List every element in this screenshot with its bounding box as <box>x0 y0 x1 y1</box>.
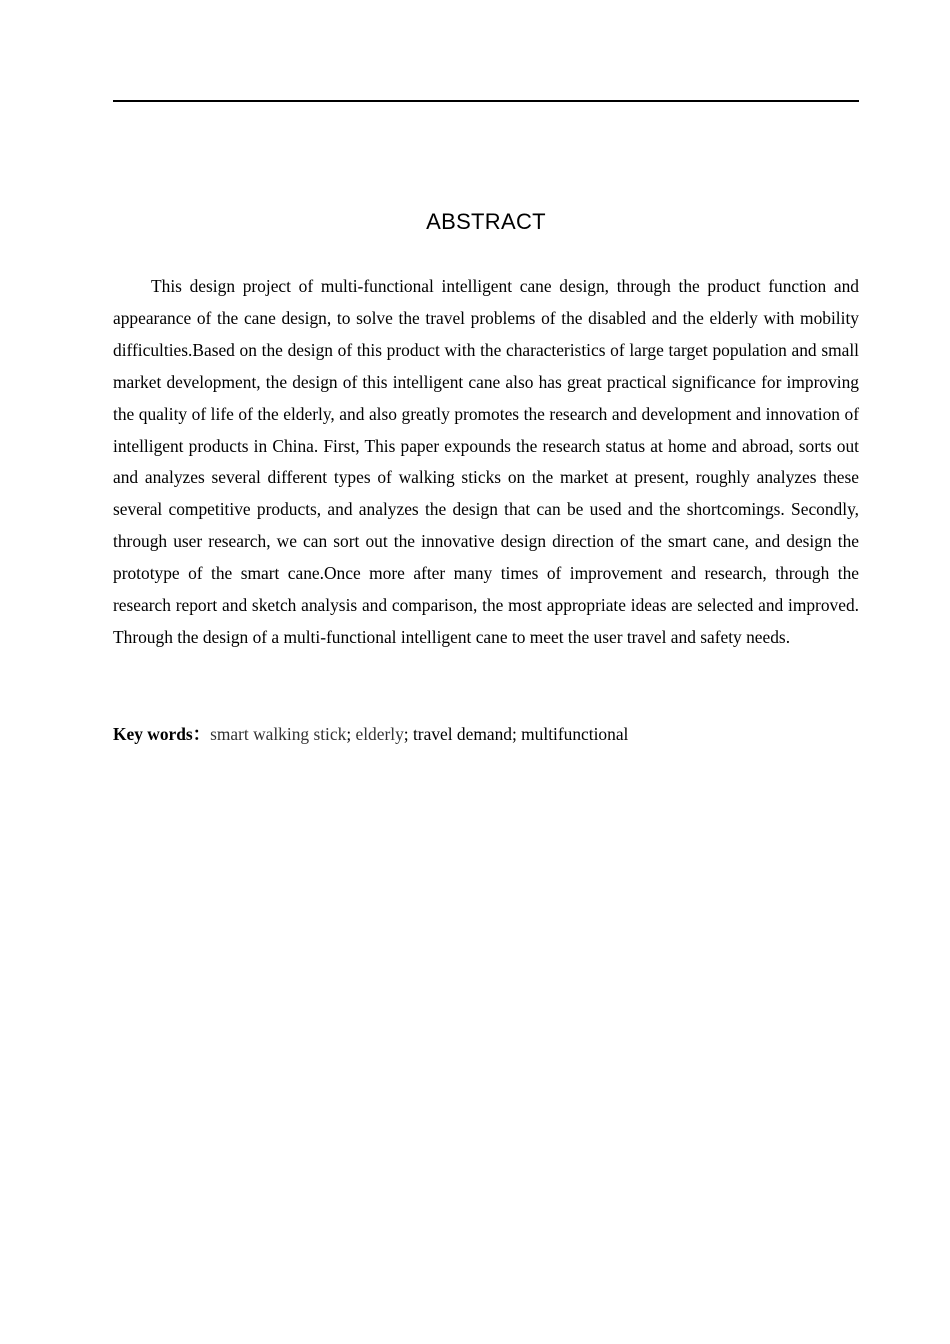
keywords-line <box>113 718 859 750</box>
keywords-rest: ; travel demand; multifunctional <box>403 724 629 744</box>
keyword-separator: ; <box>346 724 356 744</box>
abstract-body: This design project of multi-functional intelligent cane design, through the product function and appearance of the cane design, to solve the travel problems of the disabled and the elderly with mobility difficulties.Based on the design of this product with the characteristics of large target population and small market development, the design of this intelligent cane also has great practical significance for improving the quality of life of the elderly, and also greatly promotes the research and development and innovation of intelligent products in China. First, This paper expounds the research status at home and abroad, sorts out and analyzes several different types of walking sticks on the market at present, roughly analyzes these several competitive products, and analyzes the design that can be used and the shortcomings. Secondly, through user research, we can sort out the innovative design direction of the smart cane, and design the prototype of the smart cane.Once more after many times of improvement and research, through the research report and sketch analysis and comparison, the most appropriate ideas are selected and improved. Through the design of a multi-functional intelligent cane to meet the user travel and safety needs. <box>113 276 859 647</box>
keyword-smart-walking-stick: smart walking stick <box>210 724 347 744</box>
keyword-elderly: elderly <box>355 724 404 744</box>
keywords-label: Key words： <box>113 724 211 744</box>
abstract-title: ABSTRACT <box>426 209 546 234</box>
header-rule <box>113 100 859 102</box>
